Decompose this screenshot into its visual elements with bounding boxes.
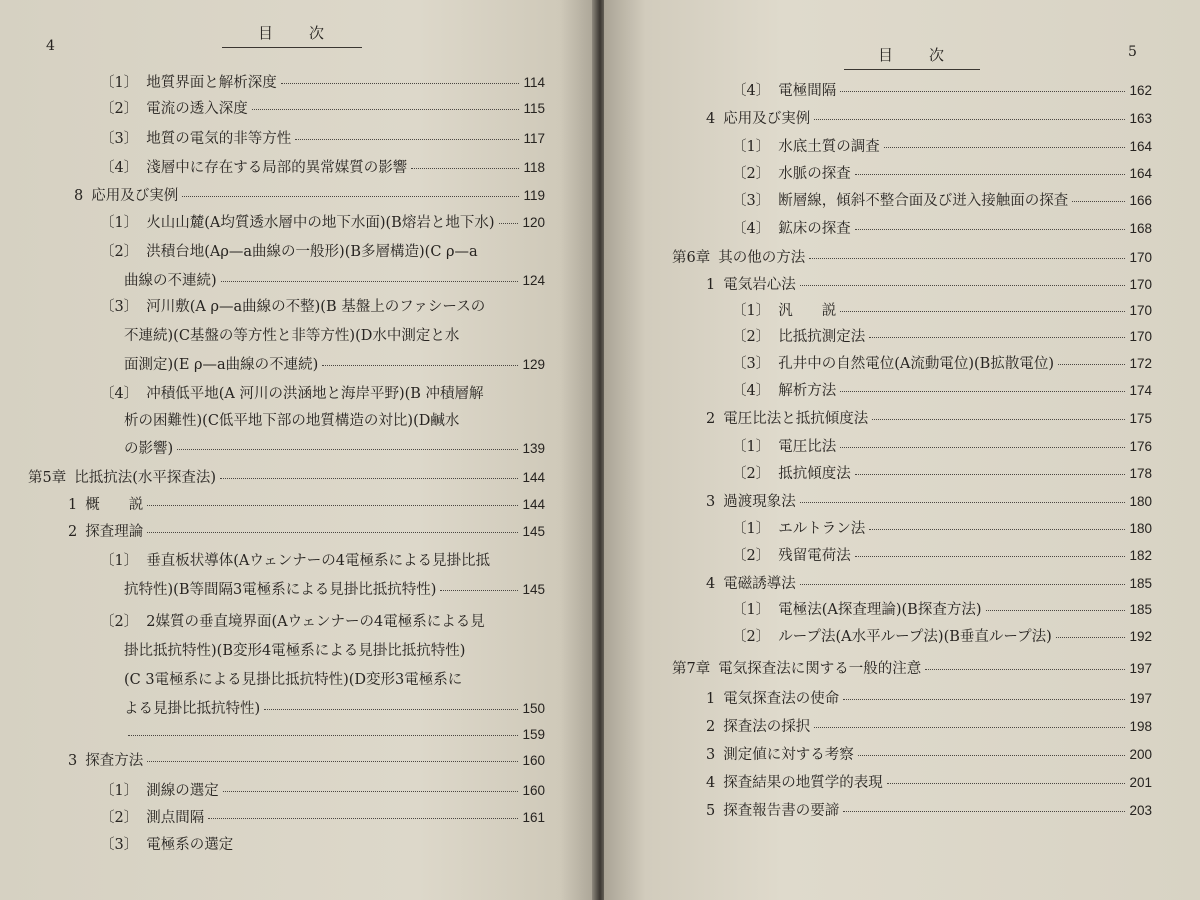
toc-entry-number: 4: [706, 111, 716, 127]
toc-page-number: 197: [1129, 691, 1152, 706]
toc-entry: [100, 130, 545, 148]
toc-entry: [732, 520, 1152, 538]
toc-entry-title: 汎 説: [778, 303, 837, 319]
left-page: [0, 0, 596, 900]
toc-page-number: 120: [522, 215, 545, 230]
toc-entry: [732, 382, 1152, 400]
toc-page-number: 200: [1129, 747, 1152, 762]
toc-entry-title: 電極間隔: [778, 83, 837, 99]
toc-entry-title: 電圧比法と抵抗傾度法: [723, 411, 869, 427]
toc-entry-title: 鉱床の探査: [778, 221, 851, 237]
toc-entry-title: 電圧比法: [778, 439, 837, 455]
toc-leader-dots: [855, 174, 1126, 175]
toc-entry-number: 〔4〕: [732, 83, 771, 99]
toc-page-number: 114: [523, 75, 545, 90]
toc-entry: [124, 356, 545, 374]
toc-leader-dots: [814, 727, 1125, 728]
toc-page-number: 203: [1129, 803, 1152, 818]
toc-entry-title: 掛比抵抗特性)(B変形4電極系による見掛比抵抗特性): [124, 643, 466, 659]
toc-entry-number: 2: [706, 411, 716, 427]
toc-leader-dots: [1072, 201, 1125, 202]
toc-entry: [124, 272, 545, 290]
toc-entry: [74, 187, 545, 205]
toc-leader-dots: [177, 449, 518, 450]
toc-entry: [100, 809, 545, 827]
toc-page-number: 197: [1129, 661, 1152, 676]
toc-entry-number: 第7章: [672, 661, 711, 677]
toc-leader-dots: [855, 474, 1126, 475]
toc-entry: [124, 440, 545, 458]
toc-entry: [100, 613, 545, 631]
toc-entry-number: 〔2〕: [732, 329, 771, 345]
toc-entry-number: 4: [706, 576, 716, 592]
toc-leader-dots: [1058, 364, 1125, 365]
toc-leader-dots: [440, 590, 518, 591]
toc-entry-number: 〔3〕: [732, 356, 771, 372]
toc-entry: [124, 581, 545, 599]
toc-entry-title: 過渡現象法: [723, 494, 796, 510]
toc-leader-dots: [840, 91, 1125, 92]
toc-leader-dots: [843, 811, 1125, 812]
toc-entry-number: 〔1〕: [100, 215, 139, 231]
toc-entry-title: エルトラン法: [778, 521, 866, 537]
toc-entry-title: 電極系の選定: [146, 837, 234, 853]
toc-leader-dots: [220, 478, 518, 479]
toc-page-number: 150: [522, 701, 545, 716]
toc-entry-number: 〔4〕: [100, 160, 139, 176]
toc-entry-number: 5: [706, 803, 716, 819]
toc-entry-title: 電気岩心法: [723, 277, 796, 293]
toc-entry-number: 3: [706, 747, 716, 763]
toc-entry-title: 応用及び実例: [91, 188, 179, 204]
left-head-rule: [222, 47, 362, 48]
toc-entry-title: 2媒質の垂直境界面(Aウェンナーの4電極系による見: [146, 614, 485, 630]
toc-page-number: 182: [1129, 548, 1152, 563]
toc-entry-number: 〔2〕: [732, 548, 771, 564]
toc-leader-dots: [208, 818, 518, 819]
toc-entry: [732, 601, 1152, 619]
toc-entry-title: 抗特性)(B等間隔3電極系による見掛比抵抗特性): [124, 582, 437, 598]
toc-entry: [706, 110, 1152, 128]
toc-entry: [100, 243, 545, 261]
toc-page-number: 145: [522, 524, 545, 539]
toc-entry-number: 〔1〕: [732, 139, 771, 155]
toc-entry-title: 火山山麓(A均質透水層中の地下水面)(B熔岩と地下水): [146, 215, 495, 231]
toc-page-number: 170: [1129, 250, 1152, 265]
toc-leader-dots: [128, 735, 518, 736]
toc-entry-title: (C 3電極系による見掛比抵抗特性)(D変形3電極系に: [124, 672, 463, 688]
toc-entry-number: 1: [706, 691, 716, 707]
toc-page-number: 198: [1129, 719, 1152, 734]
toc-entry-number: 〔3〕: [100, 131, 139, 147]
toc-page-number: 124: [522, 273, 545, 288]
toc-page-number: 192: [1129, 629, 1152, 644]
toc-entry-title: 電気探査法に関する一般的注意: [718, 661, 922, 677]
toc-entry: [706, 690, 1152, 708]
toc-entry: [124, 642, 545, 660]
toc-entry-number: 〔4〕: [732, 221, 771, 237]
toc-entry: [706, 746, 1152, 764]
toc-entry: [100, 836, 545, 854]
toc-leader-dots: [869, 529, 1125, 530]
toc-entry: [672, 249, 1152, 267]
toc-leader-dots: [221, 281, 519, 282]
toc-entry: [706, 575, 1152, 593]
toc-page-number: 160: [522, 753, 545, 768]
toc-leader-dots: [858, 755, 1126, 756]
toc-entry-title: 河川敷(A ρ—a曲線の不整)(B 基盤上のファシースの: [146, 299, 486, 315]
toc-leader-dots: [295, 139, 519, 140]
toc-entry-number: 〔2〕: [732, 629, 771, 645]
toc-entry-title: 探査方法: [85, 753, 144, 769]
toc-entry: [100, 385, 545, 403]
toc-entry: [100, 782, 545, 800]
toc-page-number: 170: [1129, 329, 1152, 344]
toc-leader-dots: [182, 196, 519, 197]
toc-entry-number: 1: [68, 497, 78, 513]
toc-page-number: 201: [1129, 775, 1152, 790]
toc-leader-dots: [252, 109, 520, 110]
toc-entry-number: 〔3〕: [100, 299, 139, 315]
toc-entry-title: 探査理論: [85, 524, 144, 540]
toc-page-number: 162: [1129, 83, 1152, 98]
toc-entry-title: 応用及び実例: [723, 111, 811, 127]
toc-page-number: 144: [522, 497, 545, 512]
toc-entry-title: 面測定)(E ρ—a曲線の不連続): [124, 357, 319, 373]
toc-entry: [706, 718, 1152, 736]
toc-page-number: 178: [1129, 466, 1152, 481]
toc-leader-dots: [840, 391, 1125, 392]
toc-entry-title: 水脈の探査: [778, 166, 851, 182]
toc-page-number: 160: [522, 783, 545, 798]
toc-entry: [732, 547, 1152, 565]
toc-entry-title: 測定値に対する考察: [723, 747, 854, 763]
toc-page-number: 185: [1129, 602, 1152, 617]
toc-leader-dots: [264, 709, 518, 710]
toc-entry-title: 曲線の不連続): [124, 273, 217, 289]
toc-entry-number: 8: [74, 188, 84, 204]
toc-leader-dots: [986, 610, 1126, 611]
toc-entry-title: 探査報告書の要諦: [723, 803, 840, 819]
toc-entry: [100, 214, 545, 232]
toc-page-number: 164: [1129, 166, 1152, 181]
toc-entry: [28, 469, 545, 487]
toc-entry-title: よる見掛比抵抗特性): [124, 701, 261, 717]
right-folio: 5: [1128, 44, 1137, 60]
toc-entry-title: 電流の透入深度: [146, 101, 248, 117]
toc-leader-dots: [855, 229, 1126, 230]
toc-leader-dots: [884, 147, 1126, 148]
right-head-rule: [844, 69, 980, 70]
toc-entry-title: 孔井中の自然電位(A流動電位)(B拡散電位): [778, 356, 1054, 372]
toc-page-number: 170: [1129, 303, 1152, 318]
toc-entry-title: 比抵抗法(水平探査法): [74, 470, 217, 486]
toc-entry-title: 残留電荷法: [778, 548, 851, 564]
toc-entry-number: 〔2〕: [100, 614, 139, 630]
toc-entry: [732, 192, 1152, 210]
toc-page-number: 159: [522, 727, 545, 742]
toc-entry-number: 〔2〕: [100, 244, 139, 260]
toc-leader-dots: [223, 791, 519, 792]
toc-entry: [732, 82, 1152, 100]
toc-entry-number: 2: [706, 719, 716, 735]
toc-page-number: 119: [523, 188, 545, 203]
toc-entry-title: 其の他の方法: [718, 250, 806, 266]
toc-entry-number: 〔1〕: [732, 439, 771, 455]
toc-entry-title: 測線の選定: [146, 783, 219, 799]
toc-entry-number: 4: [706, 775, 716, 791]
toc-entry: [732, 355, 1152, 373]
toc-entry-title: 水底土質の調査: [778, 139, 880, 155]
toc-entry-title: 解析方法: [778, 383, 837, 399]
toc-page-number: 180: [1129, 521, 1152, 536]
toc-entry-number: 3: [68, 753, 78, 769]
toc-leader-dots: [869, 337, 1125, 338]
toc-entry-number: 〔2〕: [732, 466, 771, 482]
toc-page-number: 117: [523, 131, 545, 146]
toc-entry: [706, 493, 1152, 511]
toc-entry: [732, 328, 1152, 346]
toc-leader-dots: [872, 419, 1125, 420]
toc-entry: [68, 752, 545, 770]
toc-leader-dots: [499, 223, 519, 224]
toc-leader-dots: [1056, 637, 1126, 638]
toc-entry-number: 〔3〕: [732, 193, 771, 209]
toc-page-number: 145: [522, 582, 545, 597]
toc-entry-number: 〔2〕: [732, 166, 771, 182]
toc-page-number: 172: [1129, 356, 1152, 371]
toc-entry: [706, 774, 1152, 792]
toc-leader-dots: [809, 258, 1125, 259]
toc-entry: [732, 465, 1152, 483]
toc-entry: [732, 165, 1152, 183]
toc-entry-number: 〔3〕: [100, 837, 139, 853]
toc-entry-number: 〔4〕: [732, 383, 771, 399]
toc-entry-title: 地質の電気的非等方性: [146, 131, 292, 147]
toc-leader-dots: [411, 168, 519, 169]
toc-entry-title: 淺層中に存在する局部的異常媒質の影響: [146, 160, 408, 176]
toc-entry-title: 不連続)(C基盤の等方性と非等方性)(D水中測定と水: [124, 328, 460, 344]
toc-entry-title: 冲積低平地(A 河川の洪涵地と海岸平野)(B 冲積層解: [146, 386, 484, 402]
toc-page-number: 144: [522, 470, 545, 485]
toc-entry-number: 〔1〕: [100, 75, 139, 91]
toc-leader-dots: [281, 83, 520, 84]
toc-entry: [732, 220, 1152, 238]
toc-page-number: 166: [1129, 193, 1152, 208]
toc-entry-number: 〔1〕: [732, 602, 771, 618]
toc-entry-number: 〔4〕: [100, 386, 139, 402]
toc-page-number: 176: [1129, 439, 1152, 454]
toc-entry-number: 第5章: [28, 470, 67, 486]
toc-entry: [124, 700, 545, 718]
toc-entry: [706, 276, 1152, 294]
toc-entry-title: 電気探査法の使命: [723, 691, 840, 707]
toc-leader-dots: [800, 584, 1126, 585]
toc-page-number: 170: [1129, 277, 1152, 292]
toc-entry-number: 〔1〕: [100, 783, 139, 799]
toc-entry-number: 〔1〕: [732, 521, 771, 537]
toc-entry: [68, 496, 545, 514]
toc-page-number: 168: [1129, 221, 1152, 236]
toc-entry-title: 断層線，傾斜不整合面及び迸入接触面の探査: [778, 193, 1069, 209]
toc-page-number: 115: [523, 101, 545, 116]
left-running-head: 目 次: [222, 22, 362, 43]
toc-leader-dots: [800, 285, 1126, 286]
toc-entry-title: 洪積台地(Aρ—a曲線の一般形)(B多層構造)(C ρ—a: [146, 244, 478, 260]
toc-leader-dots: [814, 119, 1125, 120]
toc-page-number: 139: [522, 441, 545, 456]
toc-page-number: 163: [1129, 111, 1152, 126]
toc-leader-dots: [925, 669, 1125, 670]
toc-entry-number: 〔2〕: [100, 810, 139, 826]
toc-leader-dots: [855, 556, 1126, 557]
toc-entry-number: 〔1〕: [732, 303, 771, 319]
toc-page-number: 129: [522, 357, 545, 372]
toc-leader-dots: [147, 505, 518, 506]
left-folio: 4: [46, 38, 55, 54]
toc-entry-title: 地質界面と解析深度: [146, 75, 277, 91]
toc-entry-title: 探査法の採択: [723, 719, 811, 735]
toc-leader-dots: [887, 783, 1126, 784]
toc-entry: [124, 671, 545, 689]
toc-page-number: 164: [1129, 139, 1152, 154]
toc-page-number: 185: [1129, 576, 1152, 591]
toc-entry: [732, 628, 1152, 646]
toc-entry: [100, 552, 545, 570]
toc-entry-title: 析の困難性)(C低平地下部の地質構造の対比)(D鹹水: [124, 413, 460, 429]
toc-entry-number: 〔2〕: [100, 101, 139, 117]
toc-leader-dots: [840, 447, 1125, 448]
toc-leader-dots: [843, 699, 1125, 700]
toc-entry-title: 測点間隔: [146, 810, 205, 826]
toc-entry-number: 1: [706, 277, 716, 293]
toc-entry: [124, 726, 545, 744]
toc-entry-number: 第6章: [672, 250, 711, 266]
toc-entry: [100, 298, 545, 316]
right-page: [604, 0, 1200, 900]
toc-entry: [706, 802, 1152, 820]
toc-entry: [732, 438, 1152, 456]
toc-entry: [732, 138, 1152, 156]
toc-page-number: 175: [1129, 411, 1152, 426]
right-running-head: 目 次: [844, 44, 980, 65]
toc-entry: [100, 100, 545, 118]
toc-page-number: 180: [1129, 494, 1152, 509]
toc-leader-dots: [147, 761, 518, 762]
toc-entry-number: 3: [706, 494, 716, 510]
toc-entry: [100, 159, 545, 177]
toc-entry-title: の影響): [124, 441, 174, 457]
toc-entry-title: 垂直板状導体(Aウェンナーの4電極系による見掛比抵: [146, 553, 491, 569]
toc-entry: [124, 412, 545, 430]
toc-entry-title: 比抵抗測定法: [778, 329, 866, 345]
toc-entry: [732, 302, 1152, 320]
toc-entry-title: 抵抗傾度法: [778, 466, 851, 482]
toc-entry-title: ループ法(A水平ループ法)(B垂直ループ法): [778, 629, 1052, 645]
toc-entry-title: 探査結果の地質学的表現: [723, 775, 883, 791]
toc-entry: [100, 74, 545, 92]
toc-entry-number: 2: [68, 524, 78, 540]
toc-entry: [672, 660, 1152, 678]
toc-page-number: 161: [522, 810, 545, 825]
toc-entry: [124, 327, 545, 345]
toc-leader-dots: [147, 532, 518, 533]
toc-entry-title: 電磁誘導法: [723, 576, 796, 592]
toc-page-number: 174: [1129, 383, 1152, 398]
toc-entry-number: 〔1〕: [100, 553, 139, 569]
toc-leader-dots: [800, 502, 1126, 503]
toc-leader-dots: [840, 311, 1125, 312]
toc-page-number: 118: [523, 160, 545, 175]
toc-entry: [706, 410, 1152, 428]
toc-entry: [68, 523, 545, 541]
toc-entry-title: 電極法(A探査理論)(B探査方法): [778, 602, 982, 618]
toc-leader-dots: [322, 365, 518, 366]
toc-entry-title: 概 説: [85, 497, 144, 513]
